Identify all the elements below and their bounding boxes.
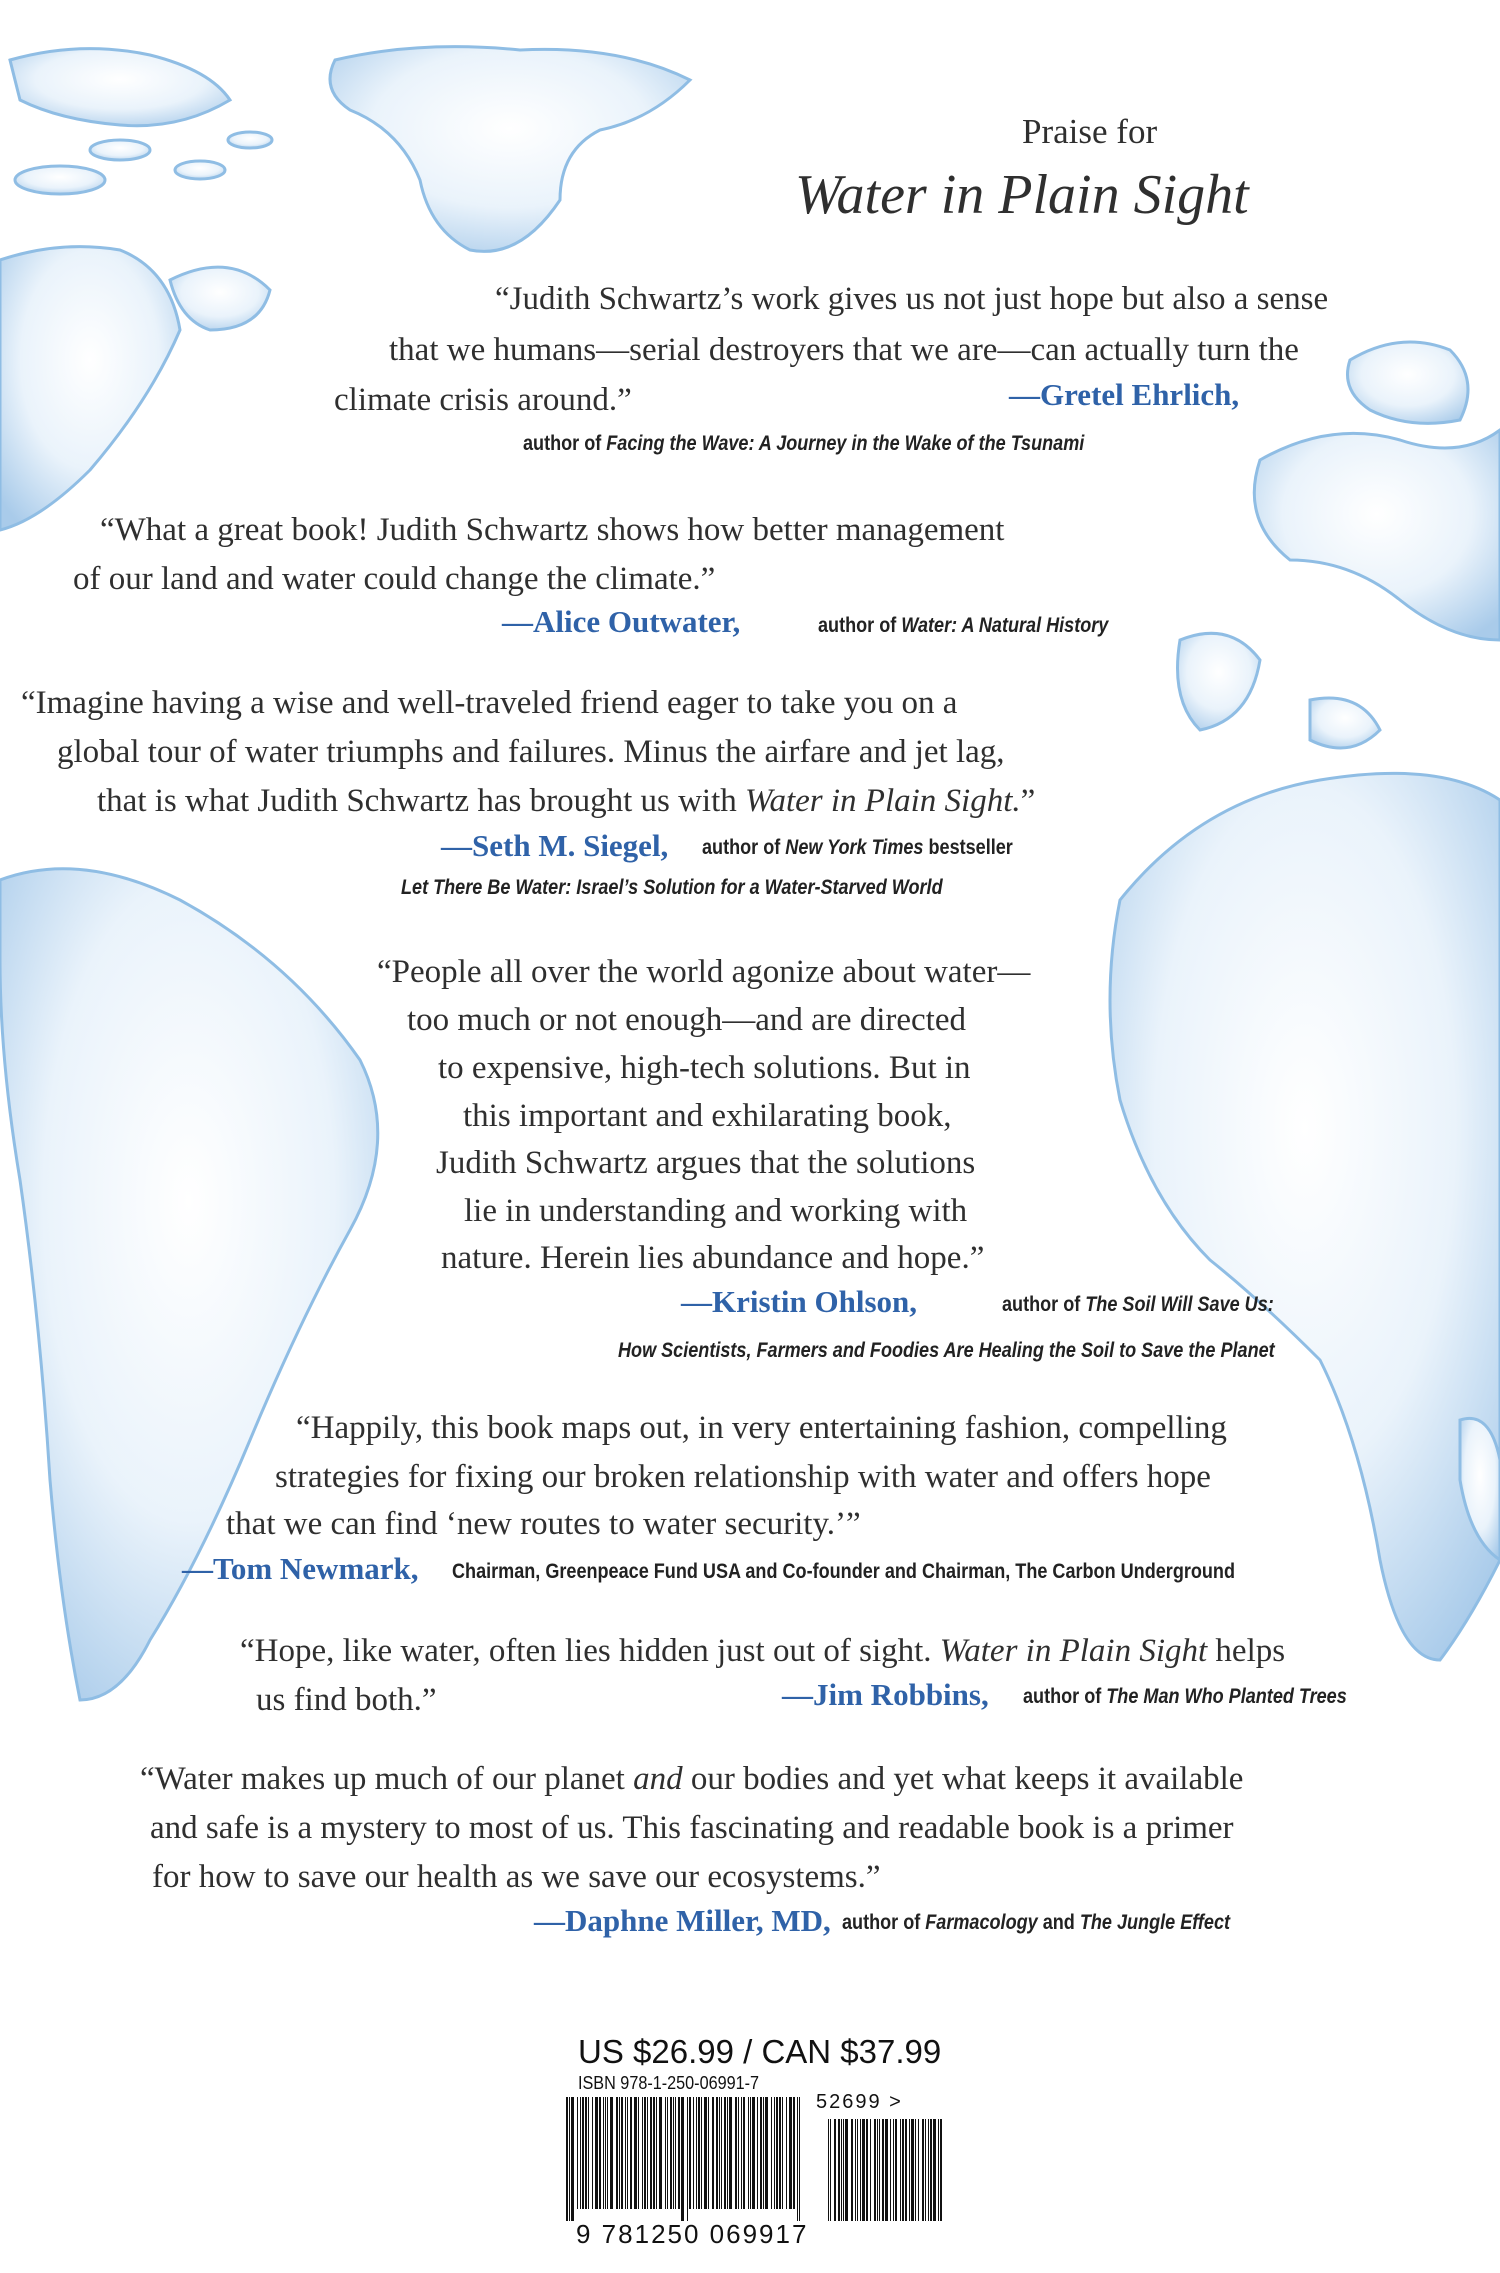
attribution-credit-book: Let There Be Water: Israel’s Solution for a Water-Starved World: [401, 876, 943, 899]
barcode-bar: [721, 2097, 722, 2209]
quote-line: us find both.”: [256, 1682, 437, 1718]
water-drop: [228, 132, 272, 148]
barcode-addon-bar: [843, 2119, 844, 2221]
barcode-bar: [704, 2097, 707, 2209]
barcode-addon-bar: [940, 2119, 942, 2221]
barcode-bar: [656, 2097, 657, 2209]
quote-line: and safe is a mystery to most of us. This fascinating and readable book is a primer: [150, 1810, 1234, 1846]
book-title: Water in Plain Sight: [795, 164, 1249, 226]
barcode-bar: [727, 2097, 728, 2209]
barcode-bar: [627, 2097, 628, 2209]
barcode-bar: [571, 2097, 574, 2221]
barcode-bar: [673, 2097, 674, 2209]
barcode-addon-bar: [874, 2119, 876, 2221]
barcode-bar: [644, 2097, 646, 2209]
attribution-credit-book: How Scientists, Farmers and Foodies Are Healing the Soil to Save the Planet: [618, 1339, 1275, 1362]
barcode-bar: [698, 2097, 700, 2209]
attribution-credit: author of New York Times bestseller: [702, 836, 1013, 859]
barcode-bar: [797, 2097, 798, 2221]
barcode-bar: [719, 2097, 720, 2209]
quote-line: for how to save our health as we save our ecosystems.”: [152, 1859, 881, 1895]
quote-line: of our land and water could change the climate.”: [73, 561, 716, 597]
attribution-name: —Seth M. Siegel,: [441, 828, 669, 863]
barcode-bar: [582, 2097, 584, 2209]
quote-line: that we humans—serial destroyers that we are—can actually turn the: [389, 332, 1299, 368]
quote-line: nature. Herein lies abundance and hope.”: [441, 1240, 985, 1276]
barcode-bar: [689, 2097, 691, 2209]
quote-line: “Water makes up much of our planet and our bodies and yet what keeps it available: [140, 1761, 1244, 1797]
barcode-bar: [760, 2097, 762, 2209]
barcode-bar: [696, 2097, 697, 2209]
barcode-addon-bar: [895, 2119, 897, 2221]
barcode-bar: [577, 2097, 578, 2209]
barcode-bar: [630, 2097, 632, 2209]
barcode-bar: [605, 2097, 606, 2209]
praise-for-label: Praise for: [1022, 112, 1158, 151]
water-shape-africa: [1110, 773, 1500, 1660]
water-shape-europe: [1254, 430, 1500, 640]
barcode-bar: [741, 2097, 742, 2209]
barcode-addon-bar: [877, 2119, 878, 2221]
barcode-bar: [786, 2097, 787, 2209]
barcode-bar: [716, 2097, 718, 2209]
barcode-bar: [701, 2097, 702, 2209]
quote-line: global tour of water triumphs and failures. Minus the airfare and jet lag,: [57, 734, 1005, 770]
quote-line: too much or not enough—and are directed: [407, 1002, 966, 1038]
barcode-bar: [595, 2097, 598, 2209]
barcode-addon-bar: [909, 2119, 910, 2221]
water-shape-greenland: [330, 47, 690, 252]
barcode-bar: [782, 2097, 783, 2209]
barcode-addon-bar: [925, 2119, 926, 2221]
barcode-addon-bar: [879, 2119, 880, 2221]
barcode-bar: [708, 2097, 709, 2209]
barcode-bar: [650, 2097, 652, 2209]
barcode-addon-bar: [915, 2119, 916, 2221]
barcode-addon-bar: [857, 2119, 858, 2221]
barcode-bar: [588, 2097, 589, 2209]
barcode-addon-bar: [938, 2119, 939, 2221]
barcode-bar: [638, 2097, 639, 2209]
barcode-bar: [566, 2097, 568, 2221]
barcode-addon-bar: [922, 2119, 924, 2221]
barcode-addon-bar: [838, 2119, 840, 2221]
water-shape-north-america: [0, 247, 180, 530]
barcode-addon-bar: [928, 2119, 929, 2221]
barcode-bar: [776, 2097, 778, 2209]
barcode-addon-bar: [870, 2119, 871, 2221]
quote-line: that is what Judith Schwartz has brought us with Water in Plain Sight.”: [97, 783, 1036, 819]
attribution: [502, 604, 740, 640]
barcode-addon-bar: [893, 2119, 894, 2221]
barcode-addon-bar: [855, 2119, 856, 2221]
barcode-addon-bar: [830, 2119, 831, 2221]
barcode-bar: [763, 2097, 764, 2209]
barcode-addon-bar: [905, 2119, 907, 2221]
barcode-digits: 9 781250 069917: [576, 2219, 809, 2249]
quote-line: that we can find ‘new routes to water security.’”: [226, 1506, 861, 1542]
barcode-addon-bar: [933, 2119, 936, 2221]
barcode-addon-digits: 52699 >: [816, 2091, 903, 2113]
attribution-credit: Chairman, Greenpeace Fund USA and Co-founder and Chairman, The Carbon Underground: [452, 1560, 1236, 1583]
barcode-bar: [789, 2097, 792, 2209]
water-shape-arctic-islands: [10, 49, 230, 126]
barcode-bar: [667, 2097, 668, 2209]
quote-line: this important and exhilarating book,: [463, 1098, 952, 1134]
quote-line: “Judith Schwartz’s work gives us not just hope but also a sense: [495, 281, 1329, 317]
barcode-bar: [647, 2097, 648, 2209]
barcode-bar: [750, 2097, 751, 2209]
attribution-credit: author of The Soil Will Save Us:: [1002, 1293, 1274, 1316]
barcode-addon-bar: [911, 2119, 914, 2221]
water-drop: [90, 140, 150, 160]
barcode-bar: [693, 2097, 694, 2209]
barcode-addon-bar: [845, 2119, 848, 2221]
attribution-name: —Kristin Ohlson,: [681, 1284, 917, 1319]
barcode-bar: [610, 2097, 613, 2209]
attribution-credit: author of The Man Who Planted Trees: [1023, 1685, 1347, 1708]
barcode-bar: [799, 2097, 800, 2221]
water-shape-britain: [1178, 633, 1261, 730]
barcode-addon-bar: [862, 2119, 865, 2221]
barcode-bar: [670, 2097, 672, 2209]
barcode-bar: [592, 2097, 593, 2209]
quote-line: “Imagine having a wise and well-traveled friend eager to take you on a: [21, 685, 958, 721]
barcode-bar: [607, 2097, 608, 2209]
barcode-bar: [793, 2097, 795, 2209]
quote-line: “Happily, this book maps out, in very entertaining fashion, compelling: [296, 1410, 1227, 1446]
barcode-bar: [757, 2097, 758, 2209]
barcode-bar: [765, 2097, 768, 2209]
barcode-bar: [724, 2097, 726, 2209]
barcode-bar: [599, 2097, 601, 2209]
barcode-bar: [774, 2097, 775, 2209]
barcode-addon-bar: [828, 2119, 829, 2221]
barcode-bar: [743, 2097, 745, 2209]
attribution-credit: author of Facing the Wave: A Journey in the Wake of the Tsunami: [523, 432, 1085, 455]
barcode-bar: [569, 2097, 570, 2221]
water-shape-islands: [170, 267, 270, 330]
barcode-bar: [729, 2097, 732, 2209]
quote-line: lie in understanding and working with: [464, 1193, 968, 1229]
water-shape-scandinavia: [1348, 342, 1469, 423]
quote-line: “Hope, like water, often lies hidden just out of sight. Water in Plain Sight helps: [240, 1633, 1286, 1669]
barcode-bar: [681, 2097, 684, 2221]
attribution-name: —Daphne Miller, MD,: [534, 1903, 831, 1938]
barcode-bar: [735, 2097, 737, 2209]
attribution-credit: author of Water: A Natural History: [818, 614, 1109, 637]
barcode-addon-bar: [900, 2119, 901, 2221]
barcode-bar: [748, 2097, 749, 2209]
barcode-addon-bar: [866, 2119, 868, 2221]
barcode-bar: [621, 2097, 623, 2209]
attribution-credit: author of Farmacology and The Jungle Effect: [842, 1911, 1231, 1934]
barcode-bar: [675, 2097, 676, 2209]
water-drop: [175, 161, 225, 179]
barcode-bar: [738, 2097, 739, 2209]
barcode-addon-bar: [851, 2119, 853, 2221]
barcode-addon-bar: [890, 2119, 891, 2221]
barcode-bar: [665, 2097, 666, 2209]
barcode-bar: [687, 2097, 688, 2221]
barcode-bar: [678, 2097, 680, 2209]
attribution-name: —Alice Outwater,: [502, 604, 741, 639]
barcode-addon-bar: [885, 2119, 888, 2221]
price-label: US $26.99 / CAN $37.99: [578, 2033, 942, 2070]
barcode-bar: [771, 2097, 772, 2209]
isbn-barcode: [566, 2097, 966, 2221]
quote-line: strategies for fixing our broken relationship with water and offers hope: [275, 1459, 1211, 1495]
barcode-bar: [616, 2097, 618, 2209]
water-shape-mediterranean-drop: [1310, 698, 1380, 748]
quote-line: Judith Schwartz argues that the solutions: [436, 1145, 976, 1181]
isbn-label: ISBN 978-1-250-06991-7: [578, 2073, 760, 2093]
water-drop: [15, 166, 105, 194]
barcode-addon-bar: [841, 2119, 842, 2221]
barcode-bar: [779, 2097, 781, 2209]
barcode-addon-bar: [882, 2119, 884, 2221]
barcode-addon-bar: [902, 2119, 904, 2221]
attribution-name: —Tom Newmark,: [182, 1551, 419, 1586]
barcode-bar: [642, 2097, 643, 2209]
barcode-bar: [659, 2097, 662, 2209]
barcode-panel: [556, 2033, 976, 2251]
barcode-addon-bar: [834, 2119, 836, 2221]
attribution-name: —Jim Robbins,: [782, 1677, 989, 1712]
quote-line: climate crisis around.”: [334, 382, 632, 418]
barcode-bar: [625, 2097, 626, 2209]
attribution-name: —Gretel Ehrlich,: [1009, 377, 1240, 412]
barcode-addon-bar: [930, 2119, 932, 2221]
barcode-bar: [603, 2097, 604, 2209]
barcode-bar: [619, 2097, 620, 2209]
barcode-bar: [585, 2097, 587, 2209]
barcode-bar: [580, 2097, 581, 2209]
barcode-bar: [653, 2097, 655, 2209]
barcode-addon-bar: [918, 2119, 919, 2221]
quote-line: “What a great book! Judith Schwartz shows how better management: [100, 512, 1005, 548]
barcode-bar: [712, 2097, 714, 2209]
quote-line: to expensive, high-tech solutions. But in: [438, 1050, 971, 1086]
quote-line: “People all over the world agonize about water—: [377, 954, 1031, 990]
barcode-bar: [634, 2097, 637, 2209]
barcode-addon-bar: [860, 2119, 861, 2221]
barcode-bar: [752, 2097, 755, 2209]
